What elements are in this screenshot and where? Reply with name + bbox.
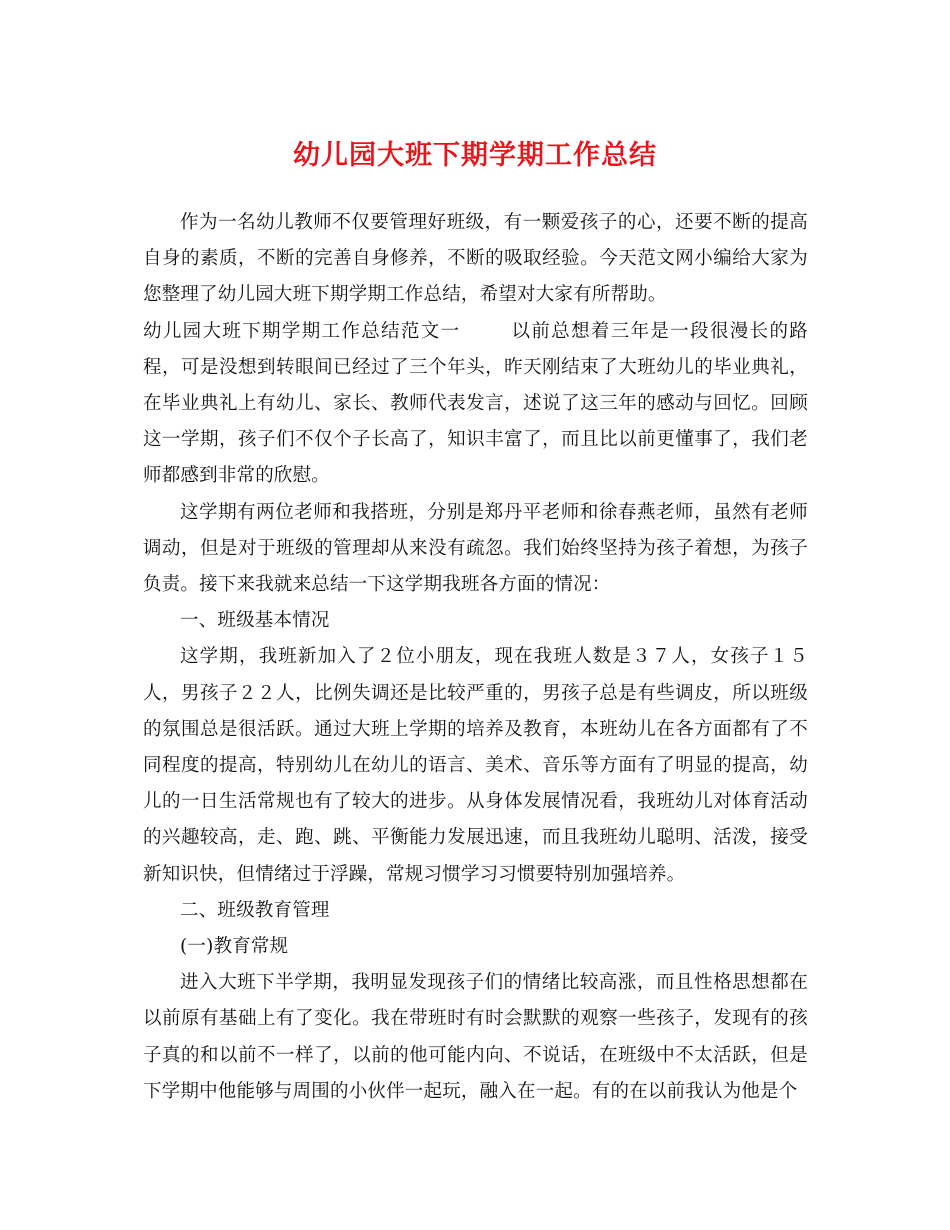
intro-paragraph: 作为一名幼儿教师不仅要管理好班级，有一颗爱孩子的心，还要不断的提高自身的素质，不断的完善自身修养，不断的吸取经验。今天范文网小编给大家为您整理了幼儿园大班下期学期工作总结，希望对大家有所帮助。 xyxy=(143,212,808,306)
sample-text: 以前总想着三年是一段很漫长的路程，可是没想到转眼间已经过了三个年头，昨天刚结束了大班幼儿的毕业典礼，在毕业典礼上有幼儿、家长、教师代表发言，述说了这三年的感动与回忆。回顾这一学期，孩子们不仅个子长高了，知识丰富了，而且比以前更懂事了，我们老师都感到非常的欣慰。 xyxy=(143,320,808,487)
section-heading-management: 二、班级教育管理 xyxy=(180,899,330,921)
section-basic-paragraph: 这学期，我班新加入了２位小朋友，现在我班人数是３７人，女孩子１５人，男孩子２２人，比例失调还是比较严重的，男孩子总是有些调皮，所以班级的氛围总是很活跃。通过大班上学期的培养及教育，本班幼儿在各方面都有了不同程度的提高，特别幼儿在幼儿的语言、美术、音乐等方面有了明显的提高，幼儿的一日生活常规也有了较大的进步。从身体发展情况看，我班幼儿对体育活动的兴趣较高，走、跑、跳、平衡能力发展迅速，而且我班幼儿聪明、活泼，接受新知识快，但情绪过于浮躁，常规习惯学习习惯要特别加强培养。 xyxy=(143,646,808,885)
sample-paragraph xyxy=(143,314,808,495)
teachers-paragraph: 这学期有两位老师和我搭班，分别是郑丹平老师和徐春燕老师，虽然有老师调动，但是对于班级的管理却从来没有疏忽。我们始终坚持为孩子着想，为孩子负责。接下来我就来总结一下这学期我班各方面的情况： xyxy=(143,501,808,596)
document-title: 幼儿园大班下期学期工作总结 xyxy=(293,140,657,171)
section-heading-basic: 一、班级基本情况 xyxy=(180,610,330,632)
document-body xyxy=(143,205,808,1110)
subsection-routine-paragraph: 进入大班下半学期，我明显发现孩子们的情绪比较高涨，而且性格思想都在以前原有基础上有了变化。我在带班时有时会默默的观察一些孩子，发现有的孩子真的和以前不一样了，以前的他可能内向、不说话，在班级中不太活跃，但是下学期中他能够与周围的小伙伴一起玩，融入在一起。有的在以前我认为他是个 xyxy=(143,972,808,1102)
subsection-heading-routine: (一)教育常规 xyxy=(180,936,289,958)
sample-heading: 幼儿园大班下期学期工作总结范文一 xyxy=(143,320,461,342)
